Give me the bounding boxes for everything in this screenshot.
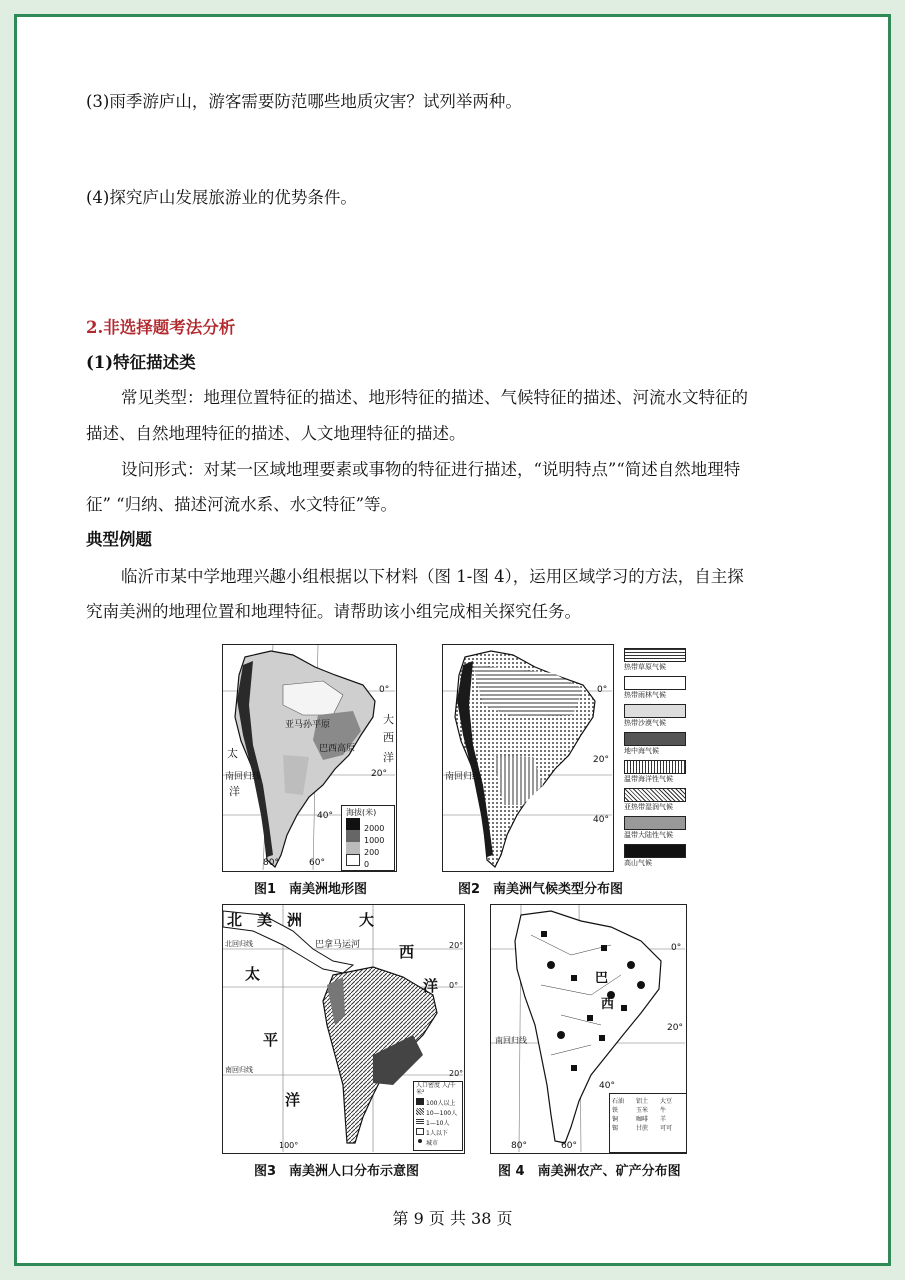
climate-map-svg [443,645,612,870]
res-legend-5: 铝土 [636,1098,649,1105]
pop-swatch-1 [416,1098,424,1105]
paragraph-2-line-2: 征” “归纳、描述河流水系、水文特征”等。 [86,495,398,514]
lat-20-label: 20° [371,769,387,779]
north-america-label-1: 北 [227,911,243,929]
population-legend-title: 人口密度 人/千米² [416,1082,456,1096]
legend-swatch-mid [346,830,360,842]
north-america-label-2: 美 [257,911,273,929]
climate-legend-6: 亚热带湿润气候 [624,803,673,811]
fig4-lat-20: 20° [667,1023,683,1033]
fig4-lon-60: 60° [561,1141,577,1151]
fig2-tropic-label: 南回归线 [445,772,482,782]
paragraph-1-line-2: 描述、自然地理特征的描述、人文地理特征的描述。 [86,424,466,443]
legend-swatch-high [346,818,360,830]
pop-legend-1: 100人以上 [426,1100,456,1107]
climate-legend-5: 温带海洋性气候 [624,775,673,783]
atlantic-label-1: 大 [383,713,394,726]
climate-legend-1: 热带草原气候 [624,663,666,671]
figure-2-climate-map [442,644,614,872]
climate-swatch-1 [624,648,686,662]
climate-legend-2: 热带雨林气候 [624,691,666,699]
climate-legend-4: 地中海气候 [624,747,659,755]
tropic-of-capricorn-label: 南回归线 [225,1066,253,1074]
pop-legend-5: 城市 [426,1140,439,1147]
res-legend-6: 玉米 [636,1107,649,1114]
fig3-lat-0: 0° [449,981,459,990]
legend-200: 200 [364,848,380,857]
figure-1-terrain-map [222,644,397,872]
fig4-brazil-label-1: 巴 [595,971,609,986]
tropic-label: 南回归线 [225,772,262,782]
pacific-label-3: 洋 [229,785,240,798]
climate-swatch-6 [624,788,686,802]
north-america-label-3: 洲 [287,911,303,929]
figure-3-caption: 图3 南美洲人口分布示意图 [254,1164,420,1179]
question-3: (3)雨季游庐山，游客需要防范哪些地质灾害？试列举两种。 [86,92,522,111]
resources-legend [609,1093,687,1153]
pop-legend-2: 10—100人 [426,1110,458,1117]
population-legend [413,1081,463,1151]
climate-swatch-2 [624,676,686,690]
legend-swatch-low [346,842,360,854]
pop-legend-3: 1—10人 [426,1120,450,1127]
fig3-lon-100: 100° [279,1141,299,1150]
legend-1000: 1000 [364,836,385,845]
tropic-of-cancer-label: 北回归线 [225,940,253,948]
climate-legend-3: 热带沙漠气候 [624,719,666,727]
atlantic-label-2: 西 [383,731,394,744]
pacific-label-1: 太 [227,747,238,760]
res-legend-1: 石油 [612,1098,625,1105]
pacific-label-tai: 太 [245,965,261,983]
res-legend-7: 咖啡 [636,1116,649,1123]
climate-swatch-5 [624,760,686,774]
figure-1-caption: 图1 南美洲地形图 [254,882,368,897]
atlantic-label-3: 洋 [383,751,394,764]
pop-legend-4: 1人以下 [426,1130,448,1137]
res-legend-10: 牛 [660,1107,667,1114]
example-line-1: 临沂市某中学地理兴趣小组根据以下材料（图 1-图 4），运用区域学习的方法，自主探 [121,567,744,586]
legend-2000: 2000 [364,824,385,833]
atlantic-label-xi: 西 [399,943,415,961]
lat-40-label: 40° [317,811,333,821]
pacific-label-ping: 平 [263,1031,279,1049]
example-heading: 典型例题 [86,530,152,549]
fig2-lat-0-label: 0° [597,685,608,695]
brazil-highlands-label: 巴西高原 [319,744,356,754]
figure-2-legend [624,648,686,872]
fig2-lat-40-label: 40° [593,815,609,825]
pacific-label-yang: 洋 [285,1091,301,1109]
res-legend-8: 甘蔗 [636,1125,649,1132]
legend-swatch-plain [346,854,360,866]
terrain-legend [341,805,395,871]
res-legend-12: 可可 [660,1125,673,1132]
figure-3-population-map [222,904,465,1154]
climate-swatch-8 [624,844,686,858]
figure-4-caption: 图 4 南美洲农产、矿产分布图 [498,1164,681,1179]
climate-legend-7: 温带大陆性气候 [624,831,673,839]
example-line-2: 究南美洲的地理位置和地理特征。请帮助该小组完成相关探究任务。 [86,602,581,621]
lon-60-label: 60° [309,858,325,868]
fig3-lat-20n: 20° [449,941,464,950]
panama-canal-label: 巴拿马运河 [315,940,361,950]
climate-legend-8: 高山气候 [624,859,652,867]
fig4-tropic-label: 南回归线 [495,1036,527,1045]
res-legend-3: 铜 [612,1116,619,1123]
lon-80-label: 80° [263,858,279,868]
res-legend-11: 羊 [660,1116,667,1123]
fig4-lon-80: 80° [511,1141,527,1151]
res-legend-2: 铁 [612,1107,619,1114]
atlantic-label-da: 大 [359,911,375,929]
climate-swatch-3 [624,704,686,718]
fig4-lat-40: 40° [599,1081,615,1091]
city-dot-icon [418,1139,422,1143]
page-number: 第 9 页 共 38 页 [392,1209,513,1228]
section-heading: 2.非选择题考法分析 [86,318,236,337]
climate-swatch-4 [624,732,686,746]
lat-0-label: 0° [379,685,390,695]
paragraph-1-line-1: 常见类型：地理位置特征的描述、地形特征的描述、气候特征的描述、河流水文特征的 [121,388,748,407]
figure-2-caption: 图2 南美洲气候类型分布图 [458,882,624,897]
subsection-heading: (1)特征描述类 [86,353,196,372]
fig4-brazil-label-2: 西 [601,997,615,1012]
pop-swatch-4 [416,1128,424,1135]
climate-swatch-7 [624,816,686,830]
pop-swatch-2 [416,1108,424,1115]
fig4-lat-0: 0° [671,943,682,953]
fig3-lat-20s: 20° [449,1069,464,1078]
figure-4-resources-map [490,904,687,1154]
fig2-lat-20-label: 20° [593,755,609,765]
question-4: (4)探究庐山发展旅游业的优势条件。 [86,188,357,207]
paragraph-2-line-1: 设问形式：对某一区域地理要素或事物的特征进行描述，“说明特点”“简述自然地理特 [121,460,741,479]
res-legend-9: 大豆 [660,1098,673,1105]
terrain-legend-title: 海拔(米) [346,808,377,817]
pop-swatch-3 [416,1118,424,1125]
legend-0: 0 [364,860,370,869]
amazon-label: 亚马孙平原 [285,720,331,730]
atlantic-label-yang: 洋 [423,977,439,995]
res-legend-4: 锡 [612,1125,619,1132]
